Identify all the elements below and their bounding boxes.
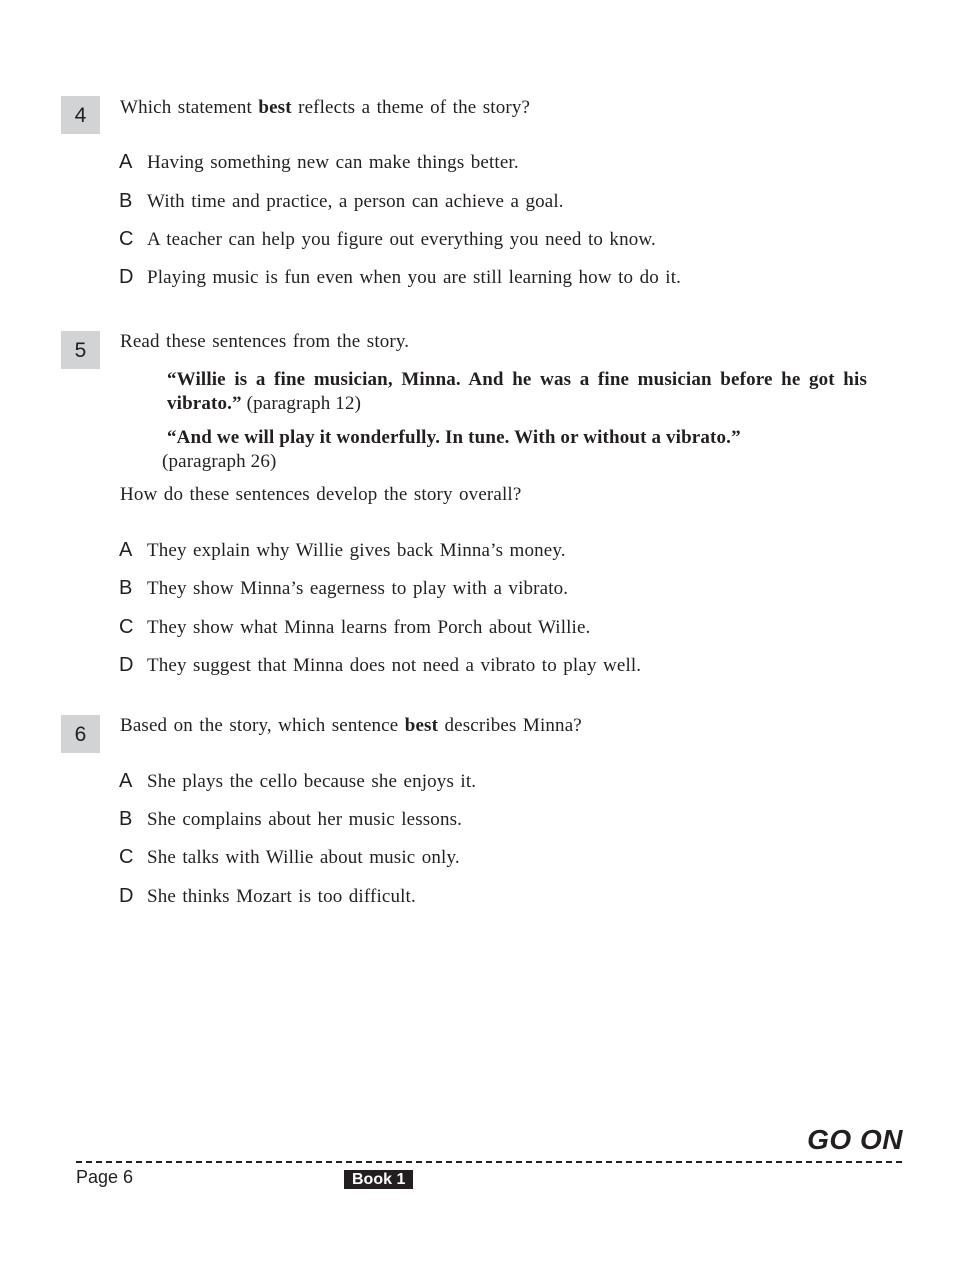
option-letter: A — [119, 770, 133, 792]
question-4-stem-text-end: reflects a theme of the story? — [291, 97, 531, 118]
question-6-option-a[interactable] — [119, 770, 476, 793]
option-letter: D — [119, 654, 134, 676]
option-text: They show what Minna learns from Porch about Willie. — [147, 617, 591, 638]
book-label: Book 1 — [344, 1170, 413, 1189]
question-4-stem-emphasis: best — [258, 97, 292, 118]
option-letter: A — [119, 151, 133, 173]
question-5-option-a[interactable] — [119, 539, 566, 562]
question-number-5: 5 — [61, 331, 100, 369]
option-text: With time and practice, a person can achieve a goal. — [147, 191, 564, 212]
option-text: She talks with Willie about music only. — [147, 847, 460, 868]
question-5-stem: Read these sentences from the story. — [120, 331, 410, 352]
question-5-follow-up: How do these sentences develop the story overall? — [120, 484, 522, 505]
page-number: Page 6 — [76, 1167, 134, 1187]
option-text: She plays the cello because she enjoys it. — [147, 771, 477, 792]
question-4-option-a[interactable] — [119, 151, 519, 174]
option-text: She thinks Mozart is too difficult. — [147, 886, 416, 907]
question-6-stem-emphasis: best — [404, 715, 439, 736]
quote-text: “And we will play it wonderfully. In tune. With or without a vibrato.” — [167, 427, 741, 448]
question-number-4: 4 — [61, 96, 100, 134]
question-5-option-b[interactable] — [119, 577, 568, 600]
option-letter: B — [119, 190, 133, 212]
question-5-option-c[interactable] — [119, 616, 590, 639]
question-6-option-c[interactable] — [119, 846, 460, 869]
option-letter: C — [119, 616, 134, 638]
footer-divider — [76, 1161, 902, 1163]
option-letter: C — [119, 846, 134, 868]
question-5-option-d[interactable] — [119, 654, 641, 677]
question-6-option-d[interactable] — [119, 885, 416, 908]
question-6-stem-text: Based on the story, which sentence — [120, 715, 405, 736]
question-4-stem — [120, 97, 530, 119]
quoted-passage-2 — [162, 426, 827, 474]
go-on-label: GO ON — [807, 1124, 903, 1155]
option-letter: C — [119, 228, 134, 250]
question-4-option-d[interactable] — [119, 266, 681, 289]
question-number-6: 6 — [61, 715, 100, 753]
question-6-stem-text-end: describes Minna? — [438, 715, 582, 736]
quote-text: “Willie is a fine musician, Minna. And he was a fine musician before he got his vibrato.” — [167, 369, 867, 414]
option-text: Having something new can make things better. — [147, 152, 519, 173]
quote-reference: (paragraph 26) — [162, 451, 277, 472]
option-letter: D — [119, 885, 134, 907]
quote-reference: (paragraph 12) — [241, 393, 362, 414]
option-text: They show Minna’s eagerness to play with a vibrato. — [147, 578, 569, 599]
option-text: They suggest that Minna does not need a vibrato to play well. — [147, 655, 642, 676]
option-letter: A — [119, 539, 133, 561]
option-letter: D — [119, 266, 134, 288]
question-4-stem-text: Which statement — [120, 97, 259, 118]
question-4-option-c[interactable] — [119, 228, 656, 251]
option-text: Playing music is fun even when you are still learning how to do it. — [147, 267, 682, 288]
option-letter: B — [119, 808, 133, 830]
question-6-option-b[interactable] — [119, 808, 462, 831]
option-text: A teacher can help you figure out everything you need to know. — [147, 229, 656, 250]
option-text: She complains about her music lessons. — [147, 809, 463, 830]
option-text: They explain why Willie gives back Minna’s money. — [147, 540, 566, 561]
option-letter: B — [119, 577, 133, 599]
quoted-passage-1 — [167, 368, 867, 416]
question-6-stem — [120, 715, 582, 737]
question-4-option-b[interactable] — [119, 190, 564, 213]
